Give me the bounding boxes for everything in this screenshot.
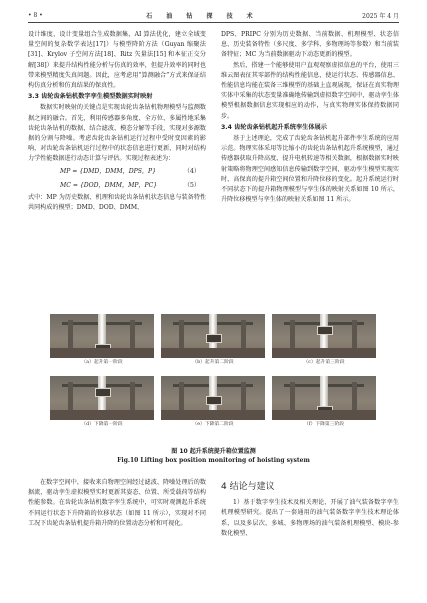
figure-panel-e	[161, 376, 265, 428]
section-heading: 3.3 齿轮齿条钻机数字孪生模型数据实时映射	[28, 93, 153, 101]
panel-caption: （a）起升第一阶段	[81, 360, 123, 365]
figure-panel-a	[50, 314, 154, 366]
paragraph: 设计维度、设计变量组合生成数据集，AI 算法优化，建立全域变量空间的复杂数学表达[17]）与模型降阶方法（Guyan 缩聚法[31]、Krylov 子空间方法[18]、Ritz 矢量法[15] 和本征正交分解[38]）来提升结构性能分析与仿真的效率，但提升效率的同时也带来模型精度失真问题。因此，应考虑用“算测融合”方式来保证结构仿真分析和仿真结果的保真性。	[28, 31, 206, 90]
panel-photo	[161, 376, 265, 420]
right-column	[221, 30, 399, 205]
panel-photo	[272, 314, 376, 358]
panel-caption: （e）下降第二阶段	[192, 422, 234, 427]
issue-date: 2025 年 4 月	[362, 12, 399, 20]
page-header	[28, 8, 399, 22]
panel-caption: （d）下降第一阶段	[81, 422, 123, 427]
panel-photo	[50, 314, 154, 358]
figure-panel-f	[272, 376, 376, 428]
equation-body: MP = {DMD，DMM，DPS，P}	[60, 167, 156, 175]
figure-caption-cn: 图 10 起升系统提升箱位置监测	[171, 448, 256, 455]
panel-photo	[50, 376, 154, 420]
paragraph: 然后，搭建一个能够使用户直观观察虚拟信息的平台，使用三维云图表征其零部件的结构性能信息，使运行状态、传感器信息、性能信息均能在装备三维模型的基础上直观展现，保证在真实物理实体中采集的状态变量准确地传输到虚拟数字空间中，驱动孪生体模型根据数据信息实现相应的动作，与真实物理实体保持数据同步。	[221, 61, 399, 120]
equation-number: （4）	[183, 167, 200, 175]
panel-caption: （f）下降第三阶段	[303, 422, 345, 427]
page-number: • 8 •	[28, 11, 43, 19]
figure-10	[50, 314, 377, 442]
bottom-right-column	[221, 478, 399, 539]
paragraph: 数据实时映射的关键点是实现齿轮齿条钻机物理模型与监测数据之间的融合。首先，利用传感器多角度、全方位、多属性地采集齿轮齿条钻机的数据，结合滤波、模态分解等手段，实现对多源数据的分割与降噪。考虑齿轮齿条钻机运行过程中受时变因素的影响，对齿轮齿条钻机运行过程中的状态信息进行更新，同时对结构力学性能数据进行动态计算与评估。实现过程表述为：	[28, 104, 206, 163]
section-heading: 3.4 齿轮齿条钻机起升系统孪生体展示	[221, 123, 327, 131]
paragraph: 在数字空间中，接收来自物理空间经过滤波、降噪处理后的数据流，驱动孪生虚拟模型实时更新其姿态、位置、所受载荷等结构性能参数。在齿轮齿条钻机数字孪生系统中，可实时观测起升系统不同运行状态下升降箱的位移状态（如图 11 所示），实现对不同工况下齿轮齿条钻机提升箱升降的位置动态分析和可视化。	[28, 479, 206, 527]
panel-photo	[272, 376, 376, 420]
equation-body: MC = {DOD，DMM，MP，PC}	[60, 181, 158, 189]
equation-number: （5）	[183, 181, 200, 189]
header-rule	[28, 22, 399, 23]
bottom-left-column	[28, 478, 206, 529]
left-column	[28, 30, 206, 213]
section-heading: 4 结论与建议	[221, 482, 275, 492]
figure-panel-b	[161, 314, 265, 366]
panel-caption: （b）起升第二阶段	[192, 360, 234, 365]
figure-panel-d	[50, 376, 154, 428]
equation	[28, 165, 206, 179]
panel-caption: （c）起升第三阶段	[303, 360, 345, 365]
paragraph: 基于上述理论，完成了齿轮齿条钻机起升部件孪生系统的应用示范。物理实体采用等比缩小的齿轮齿条钻机起升系统模型，通过传感器获取升降高度、提升电机转速等相关数据，根据数据实时映射策略将物理空间感知信息传输到数字空间，驱动孪生模型实现实时、高保真的提升箱空间位置和升降位移的变化。起升系统运行时不同状态下的提升箱物理模型与孪生体的映射关系如图 10 所示，升降位移模型与孪生体的映射关系如图 11 所示。	[221, 135, 399, 204]
paragraph: 式中：MP 为历史数据、机理和齿轮齿条钻机状态信息与装备特性共同构成的模型；DMD、DOD、DMM、	[28, 194, 206, 212]
paragraph: DPS、PRIPC 分别为历史数据、当前数据、机理模型、状态信息、历史装备特性（多尺度、多学科、多物理场等参数）和当前装备特征；MC 为当前数据驱动下动态更新的模型。	[221, 31, 399, 59]
figure-caption-en: Fig.10 Lifting box position monitoring of hoisting system	[117, 457, 310, 464]
equation	[28, 179, 206, 193]
journal-name: 石 油 钻 探 技 术	[146, 12, 259, 20]
panel-photo	[161, 314, 265, 358]
paragraph: 1）基于数字孪生技术及相关理论，开展了油气装备数字孪生机理模型研究。提出了一套通用的油气装备数字孪生技术理论体系，以及多层次、多城、多物理场的油气装备机理模型、模块-参数化模型、	[221, 499, 399, 537]
figure-panel-c	[272, 314, 376, 366]
